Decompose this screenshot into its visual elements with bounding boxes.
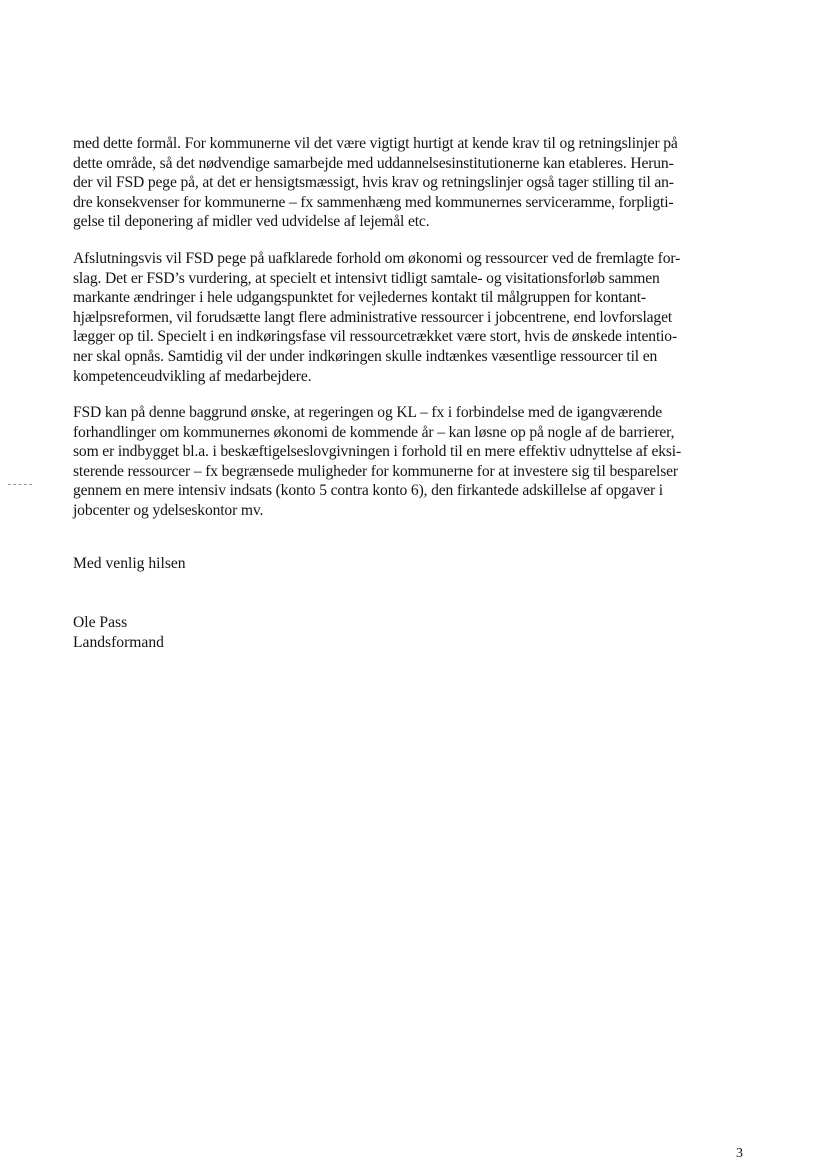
closing-salutation: Med venlig hilsen <box>73 555 186 572</box>
paragraph-line: gennem en mere intensiv indsats (konto 5 contra konto 6), den firkantede adskillelse af opgaver i <box>73 482 663 500</box>
paragraph-line: dre konsekvenser for kommunerne – fx sammenhæng med kommunernes serviceramme, forpligti- <box>73 193 674 211</box>
paragraph-3 <box>73 403 745 521</box>
paragraph-line: forhandlinger om kommunernes økonomi de kommende år – kan løsne op på nogle af de barrierer, <box>73 423 675 441</box>
scan-artifact <box>8 484 32 486</box>
paragraph-line: med dette formål. For kommunerne vil det være vigtigt hurtigt at kende krav til og retningslinjer på <box>73 135 678 152</box>
paragraph-line: sterende ressourcer – fx begrænsede muligheder for kommunerne for at investere sig til besparelser <box>73 462 678 480</box>
signatory-name: Ole Pass <box>73 614 128 631</box>
paragraph-line: kompetenceudvikling af medarbejdere. <box>73 367 312 385</box>
paragraph-line: hjælpsreformen, vil forudsætte langt flere administrative ressourcer i jobcentrene, end lovforslaget <box>73 308 673 326</box>
signatory-title: Landsformand <box>73 633 164 651</box>
paragraph-line: dette område, så det nødvendige samarbejde med uddannelsesinstitutionerne kan etableres. Herun- <box>73 154 674 172</box>
paragraph-line: Afslutningsvis vil FSD pege på uafklarede forhold om økonomi og ressourcer ved de fremlagte for- <box>73 250 681 267</box>
paragraph-line: gelse til deponering af midler ved udvidelse af lejemål etc. <box>73 213 430 231</box>
paragraph-line: FSD kan på denne baggrund ønske, at regeringen og KL – fx i forbindelse med de igangværende <box>73 404 663 421</box>
signature-block <box>73 613 164 652</box>
paragraph-line: der vil FSD pege på, at det er hensigtsmæssigt, hvis krav og retningslinjer også tager stilling til an- <box>73 174 674 192</box>
paragraph-2 <box>73 249 745 386</box>
paragraph-1 <box>73 134 745 232</box>
paragraph-line: ner skal opnås. Samtidig vil der under indkøringen skulle indtænkes væsentlige ressourcer til en <box>73 347 658 365</box>
paragraph-line: som er indbygget bl.a. i beskæftigelseslovgivningen i forhold til en mere effektiv udnyttelse af eksi- <box>73 443 682 461</box>
paragraph-line: slag. Det er FSD’s vurdering, at specielt et intensivt tidligt samtale- og visitationsforløb sammen <box>73 269 660 287</box>
paragraph-line: jobcenter og ydelseskontor mv. <box>73 501 264 519</box>
paragraph-line: markante ændringer i hele udgangspunktet for vejledernes kontakt til målgruppen for kontant- <box>73 289 646 307</box>
page-number: 3 <box>736 1146 743 1161</box>
paragraph-line: lægger op til. Specielt i en indkøringsfase vil ressourcetrækket være stort, hvis de ønskede intentio- <box>73 328 677 346</box>
